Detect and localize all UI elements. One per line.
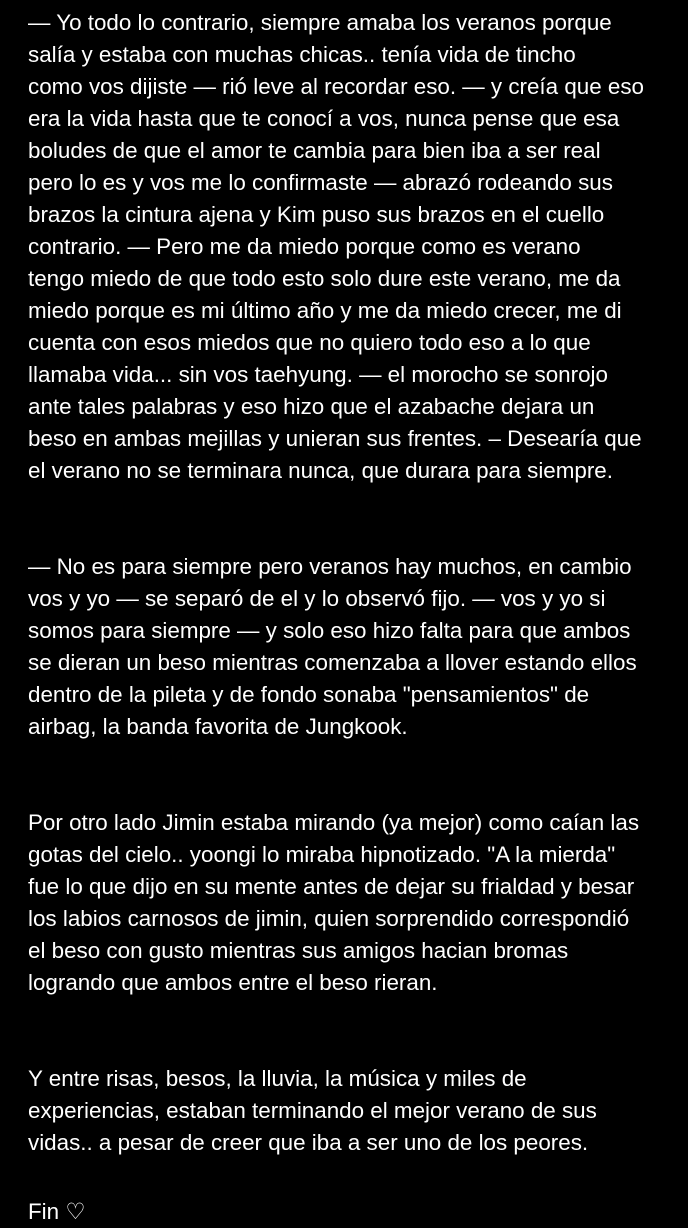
text-line: tengo miedo de que todo esto solo dure este verano, me da: [28, 266, 621, 291]
text-line: experiencias, estaban terminando el mejor verano de sus: [28, 1098, 597, 1123]
text-line: llamaba vida... sin vos taehyung. — el morocho se sonrojo: [28, 362, 608, 387]
text-line: cuenta con esos miedos que no quiero todo eso a lo que: [28, 330, 591, 355]
paragraph-spacer: [28, 487, 678, 551]
text-line: fue lo que dijo en su mente antes de dejar su frialdad y besar: [28, 874, 635, 899]
paragraph-1: [28, 7, 678, 487]
text-line: Y entre risas, besos, la lluvia, la música y miles de: [28, 1066, 527, 1091]
text-line: el beso con gusto mientras sus amigos hacian bromas: [28, 938, 569, 963]
paragraph-4: [28, 1063, 678, 1159]
text-line: se dieran un beso mientras comenzaba a llover estando ellos: [28, 650, 637, 675]
paragraph-spacer: [28, 743, 678, 807]
text-line: somos para siempre — y solo eso hizo falta para que ambos: [28, 618, 631, 643]
text-line: contrario. — Pero me da miedo porque como es verano: [28, 234, 581, 259]
text-line: boludes de que el amor te cambia para bien iba a ser real: [28, 138, 601, 163]
text-line: los labios carnosos de jimin, quien sorprendido correspondió: [28, 906, 630, 931]
text-line: era la vida hasta que te conocí a vos, nunca pense que esa: [28, 106, 620, 131]
text-line: Por otro lado Jimin estaba mirando (ya mejor) como caían las: [28, 810, 640, 835]
text-line: miedo porque es mi último año y me da miedo crecer, me di: [28, 298, 622, 323]
closing-text: Fin ♡: [28, 1199, 86, 1224]
text-line: — Yo todo lo contrario, siempre amaba los veranos porque: [28, 10, 612, 35]
text-line: logrando que ambos entre el beso rieran.: [28, 970, 438, 995]
text-line: gotas del cielo.. yoongi lo miraba hipnotizado. "A la mierda": [28, 842, 616, 867]
text-line: brazos la cintura ajena y Kim puso sus brazos en el cuello: [28, 202, 605, 227]
text-line: vidas.. a pesar de creer que iba a ser uno de los peores.: [28, 1130, 589, 1155]
paragraph-3: [28, 807, 678, 999]
text-line: salía y estaba con muchas chicas.. tenía vida de tincho: [28, 42, 576, 67]
paragraph-spacer: [28, 999, 678, 1063]
story-text: [28, 7, 678, 1228]
text-line: — No es para siempre pero veranos hay muchos, en cambio: [28, 554, 632, 579]
text-line: dentro de la pileta y de fondo sonaba "pensamientos" de: [28, 682, 590, 707]
paragraph-2: [28, 551, 678, 743]
text-line: beso en ambas mejillas y unieran sus frentes. – Desearía que: [28, 426, 642, 451]
text-line: como vos dijiste — rió leve al recordar eso. — y creía que eso: [28, 74, 645, 99]
text-line: vos y yo — se separó de el y lo observó fijo. — vos y yo si: [28, 586, 606, 611]
text-line: pero lo es y vos me lo confirmaste — abrazó rodeando sus: [28, 170, 613, 195]
text-line: ante tales palabras y eso hizo que el azabache dejara un: [28, 394, 595, 419]
text-line: el verano no se terminara nunca, que durara para siempre.: [28, 458, 613, 483]
text-line: airbag, la banda favorita de Jungkook.: [28, 714, 408, 739]
paragraph-spacer: [28, 1159, 678, 1196]
